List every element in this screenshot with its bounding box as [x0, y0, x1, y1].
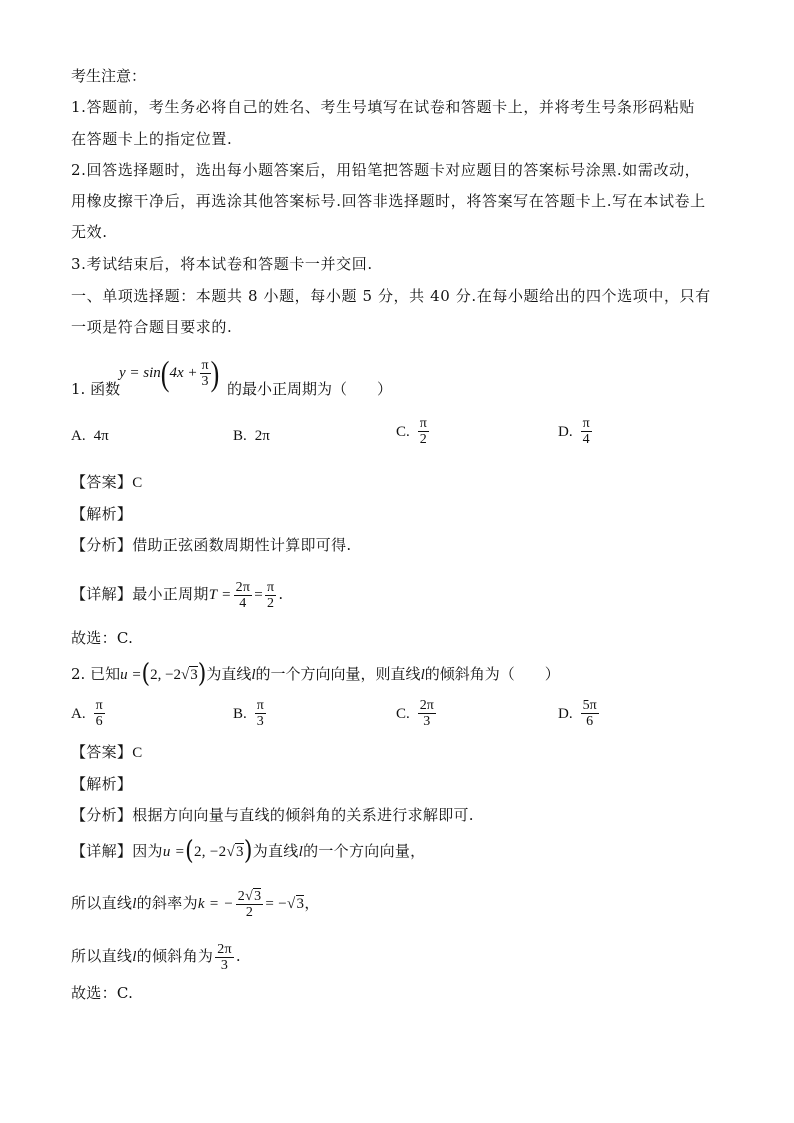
question-1-number: 1. 函数 [71, 380, 121, 398]
section-heading-line-1: 一、单项选择题：本题共 8 小题，每小题 5 分，共 40 分.在每小题给出的四个选项中，只有 [71, 287, 711, 305]
q1-option-c: C. $\frac{\pi}{2}$ [396, 416, 427, 447]
q2-analysis-tag: 【解析】 [71, 775, 133, 793]
q1-analysis: 【分析】借助正弦函数周期性计算即可得. [71, 536, 352, 554]
q2-answer: 【答案】C [71, 743, 143, 761]
q2-analysis: 【分析】根据方向向量与直线的倾斜角的关系进行求解即可. [71, 806, 474, 824]
q1-detail: 【详解】最小正周期T = $\frac{2\pi}{4}$ = $\frac{\pi}{2}$ . [71, 579, 284, 611]
notice-item-2-line-1: 2.回答选择题时，选出每小题答案后，用铅笔把答题卡对应题目的答案标号涂黑.如需改动， [71, 161, 701, 179]
q1-conclusion: 故选：C. [71, 629, 134, 647]
section-heading-line-2: 一项是符合题目要求的. [71, 318, 233, 336]
question-1-suffix: 的最小正周期为（ ） [227, 380, 393, 398]
q1-option-a: A. 4π [71, 428, 109, 444]
q1-option-b: B. 2π [233, 428, 270, 444]
q2-slope: 所以直线l的斜率为k = − $\frac{2√3}{2}$ = −√3， [71, 888, 320, 920]
q2-option-a: A. $\frac{\pi}{6}$ [71, 698, 103, 729]
notice-item-1-line-1: 1.答题前，考生务必将自己的姓名、考生号填写在试卷和答题卡上，并将考生号条形码粘贴 [71, 98, 695, 116]
notice-item-1-line-2: 在答题卡上的指定位置. [71, 130, 233, 148]
notice-item-2-line-2: 用橡皮擦干净后，再选涂其他答案标号.回答非选择题时，将答案写在答题卡上.写在本试卷上 [71, 192, 706, 210]
notice-item-2-line-3: 无效. [71, 223, 108, 241]
question-1-function: y = sin(4x + $\frac{\pi}{3}$ ) [119, 353, 220, 393]
q1-answer: 【答案】C [71, 473, 143, 491]
q2-detail: 【详解】因为u =(2, −2√3)为直线l的一个方向向量， [71, 836, 426, 867]
question-2: 2. 已知u =(2, −2√3)为直线l的一个方向向量，则直线l的倾斜角为（ ） [71, 659, 560, 690]
notice-title: 考生注意： [71, 67, 147, 85]
q2-angle: 所以直线l的倾斜角为 $\frac{2\pi}{3}$ . [71, 941, 241, 973]
q1-option-d: D. $\frac{\pi}{4}$ [558, 416, 590, 447]
q2-conclusion: 故选：C. [71, 984, 134, 1002]
notice-item-3: 3.考试结束后，将本试卷和答题卡一并交回. [71, 255, 373, 273]
q2-option-b: B. $\frac{\pi}{3}$ [233, 698, 264, 729]
q1-analysis-tag: 【解析】 [71, 505, 133, 523]
q2-option-c: C. $\frac{2\pi}{3}$ [396, 698, 434, 729]
q2-option-d: D. $\frac{5\pi}{6}$ [558, 698, 597, 729]
